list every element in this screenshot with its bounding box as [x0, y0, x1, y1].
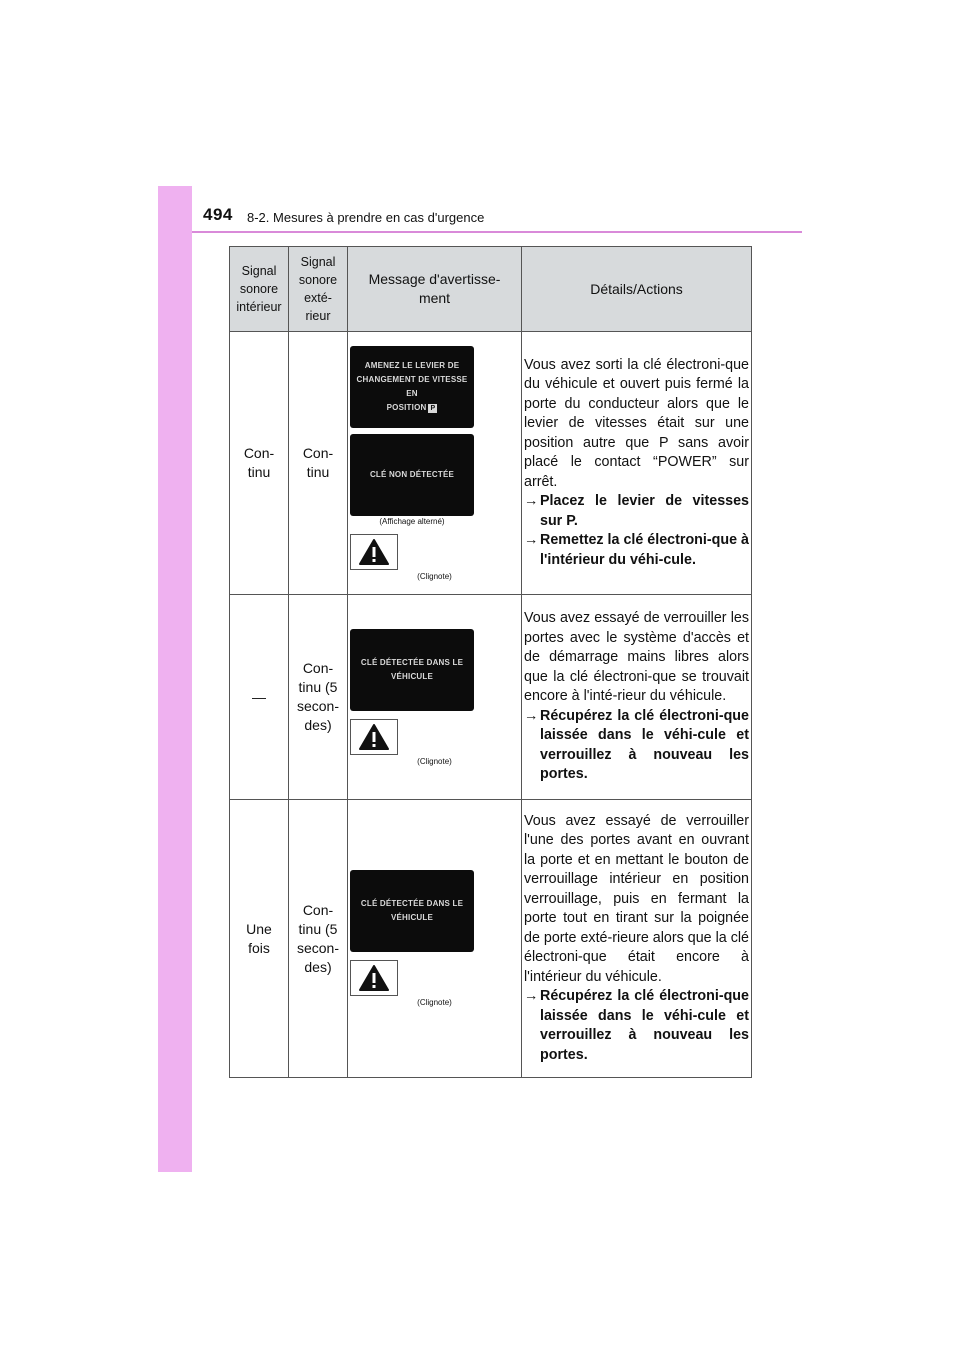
exterior-buzzer-cell: Con- tinu (5 secon- des): [289, 595, 348, 800]
warning-indicator: [350, 534, 398, 570]
detail-text: Vous avez essayé de verrouiller l'une des portes avant en ouvrant la porte et en mettant le bouton de verrouillage intérieur en position verrouillage, puis en fermant la porte tout en tirant sur la poignée de porte exté-rieure alors que la clé électroni-que était encore à l'intérieur du véhicule.: [524, 812, 749, 985]
right-arrow-icon: →: [524, 707, 539, 724]
table-row: [230, 595, 752, 800]
details-actions-cell: [522, 800, 752, 1078]
right-arrow-icon: →: [524, 988, 539, 1005]
display-screen-key-in-vehicle: CLÉ DÉTECTÉE DANS LE VÉHICULE: [350, 629, 474, 711]
warning-triangle-icon: [358, 723, 390, 751]
warning-message-cell: [348, 800, 522, 1078]
action-item: → Placez le levier de vitesses sur P.: [524, 492, 749, 531]
detail-text: Vous avez essayé de verrouiller les portes avec le système d'accès et de démarrage mains libres alors que la clé électroni-que se trouvait encore à l'inté-rieur du véhicule.: [524, 610, 749, 705]
action-item: → Récupérez la clé électroni-que laissée dans le véhi-cule et verrouillez à nouveau les portes.: [524, 707, 749, 785]
details-actions-cell: [522, 595, 752, 800]
header-interior-buzzer: Signal sonore intérieur: [230, 247, 289, 332]
table-row: [230, 332, 752, 595]
header-details-actions: Détails/Actions: [522, 247, 752, 332]
warning-triangle-icon: [358, 964, 390, 992]
table-header-row: [230, 247, 752, 332]
warning-message-cell: [348, 595, 522, 800]
exterior-buzzer-cell: Con- tinu: [289, 332, 348, 595]
right-arrow-icon: →: [524, 532, 539, 549]
page-number: 494: [203, 205, 233, 224]
interior-buzzer-cell: Con- tinu: [230, 332, 289, 595]
header-warning-message: Message d'avertisse- ment: [348, 247, 522, 332]
warning-message-cell: [348, 332, 522, 595]
warning-indicator: [350, 960, 398, 996]
action-item: → Récupérez la clé électroni-que laissée dans le véhi-cule et verrouillez à nouveau les portes.: [524, 987, 749, 1065]
details-actions-cell: [522, 332, 752, 595]
blink-label: (Clignote): [417, 571, 452, 581]
header-exterior-buzzer: Signal sonore exté- rieur: [289, 247, 348, 332]
detail-text: Vous avez sorti la clé électroni-que du véhicule et ouvert puis fermé la porte du conducteur alors que le levier de vitesses était sur une position autre que P sans avoir placé le contact “POWER” sur arrêt.: [524, 356, 749, 490]
display-screen-key-in-vehicle: CLÉ DÉTECTÉE DANS LE VÉHICULE: [350, 870, 474, 952]
section-title: 8-2. Mesures à prendre en cas d'urgence: [247, 210, 485, 225]
blink-label: (Clignote): [417, 756, 452, 766]
warning-triangle-icon: [358, 538, 390, 566]
display-screen-shift-to-p: AMENEZ LE LEVIER DE CHANGEMENT DE VITESSE EN POSITION P: [350, 346, 474, 428]
right-arrow-icon: →: [524, 493, 539, 510]
display-screen-key-not-detected: CLÉ NON DÉTECTÉE: [350, 434, 474, 516]
warning-indicator: [350, 719, 398, 755]
alternating-display-label: (Affichage alterné): [379, 516, 445, 526]
blink-label: (Clignote): [417, 998, 452, 1007]
action-item: → Remettez la clé électroni-que à l'intérieur du véhi-cule.: [524, 531, 749, 570]
interior-buzzer-cell: Une fois: [230, 800, 289, 1078]
table-row: [230, 800, 752, 1078]
exterior-buzzer-cell: Con- tinu (5 secon- des): [289, 800, 348, 1078]
chapter-side-tab: [158, 186, 192, 1172]
warning-table: [229, 246, 752, 1078]
header-divider: [192, 231, 802, 233]
interior-buzzer-cell: —: [230, 595, 289, 800]
